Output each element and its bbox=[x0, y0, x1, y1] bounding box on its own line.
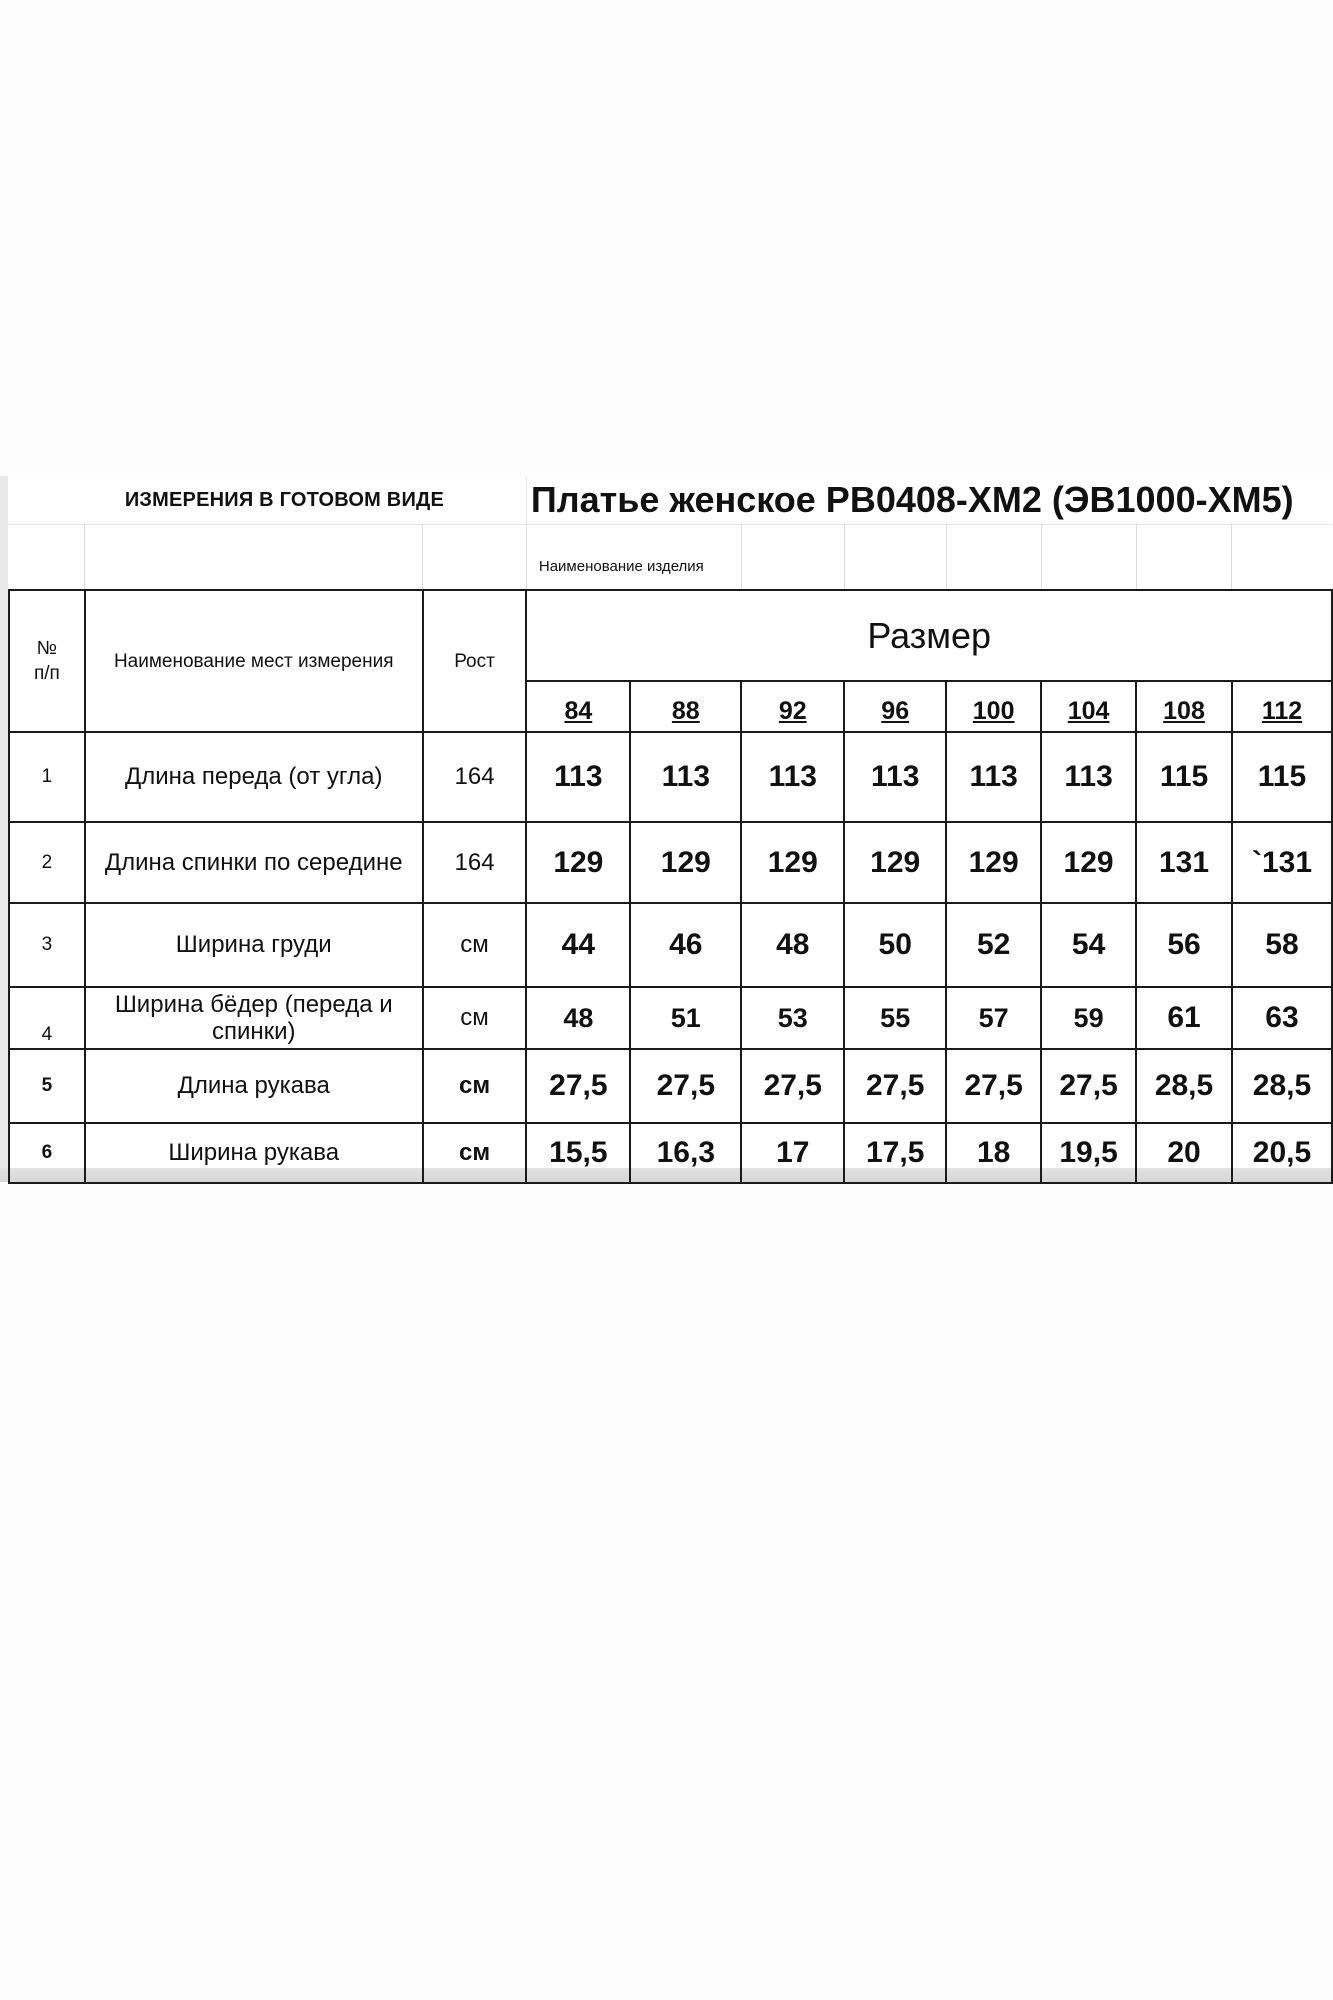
row-number: 6 bbox=[9, 1123, 85, 1183]
size-92: 92 bbox=[741, 681, 844, 732]
product-title: Платье женское РВ0408-ХМ2 (ЭВ1000-ХМ5) bbox=[530, 479, 1294, 520]
row-number: 2 bbox=[9, 822, 85, 903]
measure-name: Ширина рукава bbox=[85, 1123, 423, 1183]
title-row bbox=[9, 476, 1332, 525]
value-cell: 129 bbox=[630, 822, 741, 903]
empty-cell bbox=[85, 525, 423, 591]
value-cell: 113 bbox=[1041, 732, 1136, 822]
value-cell: 16,3 bbox=[630, 1123, 741, 1183]
row-unit: см bbox=[423, 987, 527, 1049]
product-label-row bbox=[9, 525, 1332, 591]
size-108: 108 bbox=[1136, 681, 1232, 732]
empty-cell bbox=[1232, 525, 1332, 591]
value-cell: 113 bbox=[741, 732, 844, 822]
row-number: 5 bbox=[9, 1049, 85, 1123]
empty-cell bbox=[1136, 525, 1232, 591]
value-cell: 113 bbox=[526, 732, 630, 822]
table-row bbox=[9, 732, 1332, 822]
value-cell: 113 bbox=[946, 732, 1041, 822]
size-84: 84 bbox=[526, 681, 630, 732]
value-cell: 115 bbox=[1232, 732, 1332, 822]
value-cell: 27,5 bbox=[1041, 1049, 1136, 1123]
table-row bbox=[9, 903, 1332, 987]
value-cell: 27,5 bbox=[630, 1049, 741, 1123]
measure-name: Длина рукава bbox=[85, 1049, 423, 1123]
sheet-left-edge bbox=[0, 476, 8, 1182]
title-left: ИЗМЕРЕНИЯ В ГОТОВОМ ВИДЕ bbox=[9, 476, 526, 525]
value-cell: 113 bbox=[630, 732, 741, 822]
empty-cell bbox=[423, 525, 527, 591]
value-cell: 61 bbox=[1136, 987, 1232, 1049]
table-row bbox=[9, 822, 1332, 903]
value-cell: 51 bbox=[630, 987, 741, 1049]
value-cell: 48 bbox=[526, 987, 630, 1049]
row-unit: см bbox=[423, 1049, 527, 1123]
value-cell: 15,5 bbox=[526, 1123, 630, 1183]
value-cell: 50 bbox=[844, 903, 946, 987]
value-cell: 17 bbox=[741, 1123, 844, 1183]
header-row bbox=[9, 590, 1332, 681]
value-cell: 113 bbox=[844, 732, 946, 822]
value-cell: 46 bbox=[630, 903, 741, 987]
size-header: Размер bbox=[526, 590, 1332, 681]
height-header: Рост bbox=[423, 590, 527, 732]
table-row bbox=[9, 987, 1332, 1049]
value-cell: 44 bbox=[526, 903, 630, 987]
value-cell: 57 bbox=[946, 987, 1041, 1049]
value-cell: 54 bbox=[1041, 903, 1136, 987]
value-cell: 115 bbox=[1136, 732, 1232, 822]
value-cell: 27,5 bbox=[526, 1049, 630, 1123]
value-cell: 129 bbox=[1041, 822, 1136, 903]
row-unit: см bbox=[423, 903, 527, 987]
value-cell: 27,5 bbox=[844, 1049, 946, 1123]
value-cell: 48 bbox=[741, 903, 844, 987]
value-cell: 17,5 bbox=[844, 1123, 946, 1183]
size-88: 88 bbox=[630, 681, 741, 732]
row-height-unit: 164 bbox=[423, 732, 527, 822]
value-cell: 52 bbox=[946, 903, 1041, 987]
row-number: 4 bbox=[9, 987, 85, 1049]
table-row bbox=[9, 1123, 1332, 1183]
value-cell: 28,5 bbox=[1232, 1049, 1332, 1123]
value-cell: 53 bbox=[741, 987, 844, 1049]
product-name-label: Наименование изделия bbox=[526, 525, 741, 591]
value-cell: 129 bbox=[844, 822, 946, 903]
measure-name: Длина спинки по середине bbox=[85, 822, 423, 903]
empty-cell bbox=[946, 525, 1041, 591]
value-cell: 58 bbox=[1232, 903, 1332, 987]
value-cell: 131 bbox=[1136, 822, 1232, 903]
size-96: 96 bbox=[844, 681, 946, 732]
measure-name-header: Наименование мест измерения bbox=[85, 590, 423, 732]
value-cell: `131 bbox=[1232, 822, 1332, 903]
row-height-unit: 164 bbox=[423, 822, 527, 903]
empty-cell bbox=[9, 525, 85, 591]
value-cell: 20 bbox=[1136, 1123, 1232, 1183]
empty-cell bbox=[1041, 525, 1136, 591]
empty-cell bbox=[741, 525, 844, 591]
value-cell: 20,5 bbox=[1232, 1123, 1332, 1183]
table-row bbox=[9, 1049, 1332, 1123]
value-cell: 55 bbox=[844, 987, 946, 1049]
measure-name: Длина переда (от угла) bbox=[85, 732, 423, 822]
value-cell: 129 bbox=[741, 822, 844, 903]
row-number: 3 bbox=[9, 903, 85, 987]
size-112: 112 bbox=[1232, 681, 1332, 732]
value-cell: 27,5 bbox=[946, 1049, 1041, 1123]
row-number: 1 bbox=[9, 732, 85, 822]
measurement-table bbox=[8, 476, 1333, 1184]
value-cell: 18 bbox=[946, 1123, 1041, 1183]
size-104: 104 bbox=[1041, 681, 1136, 732]
measure-name: Ширина бёдер (переда и спинки) bbox=[85, 987, 423, 1049]
value-cell: 59 bbox=[1041, 987, 1136, 1049]
value-cell: 27,5 bbox=[741, 1049, 844, 1123]
value-cell: 129 bbox=[526, 822, 630, 903]
row-unit: см bbox=[423, 1123, 527, 1183]
value-cell: 63 bbox=[1232, 987, 1332, 1049]
number-header-label: № п/п bbox=[33, 638, 60, 684]
measure-name: Ширина груди bbox=[85, 903, 423, 987]
value-cell: 56 bbox=[1136, 903, 1232, 987]
value-cell: 28,5 bbox=[1136, 1049, 1232, 1123]
number-header bbox=[9, 590, 85, 732]
empty-cell bbox=[844, 525, 946, 591]
value-cell: 19,5 bbox=[1041, 1123, 1136, 1183]
size-100: 100 bbox=[946, 681, 1041, 732]
value-cell: 129 bbox=[946, 822, 1041, 903]
